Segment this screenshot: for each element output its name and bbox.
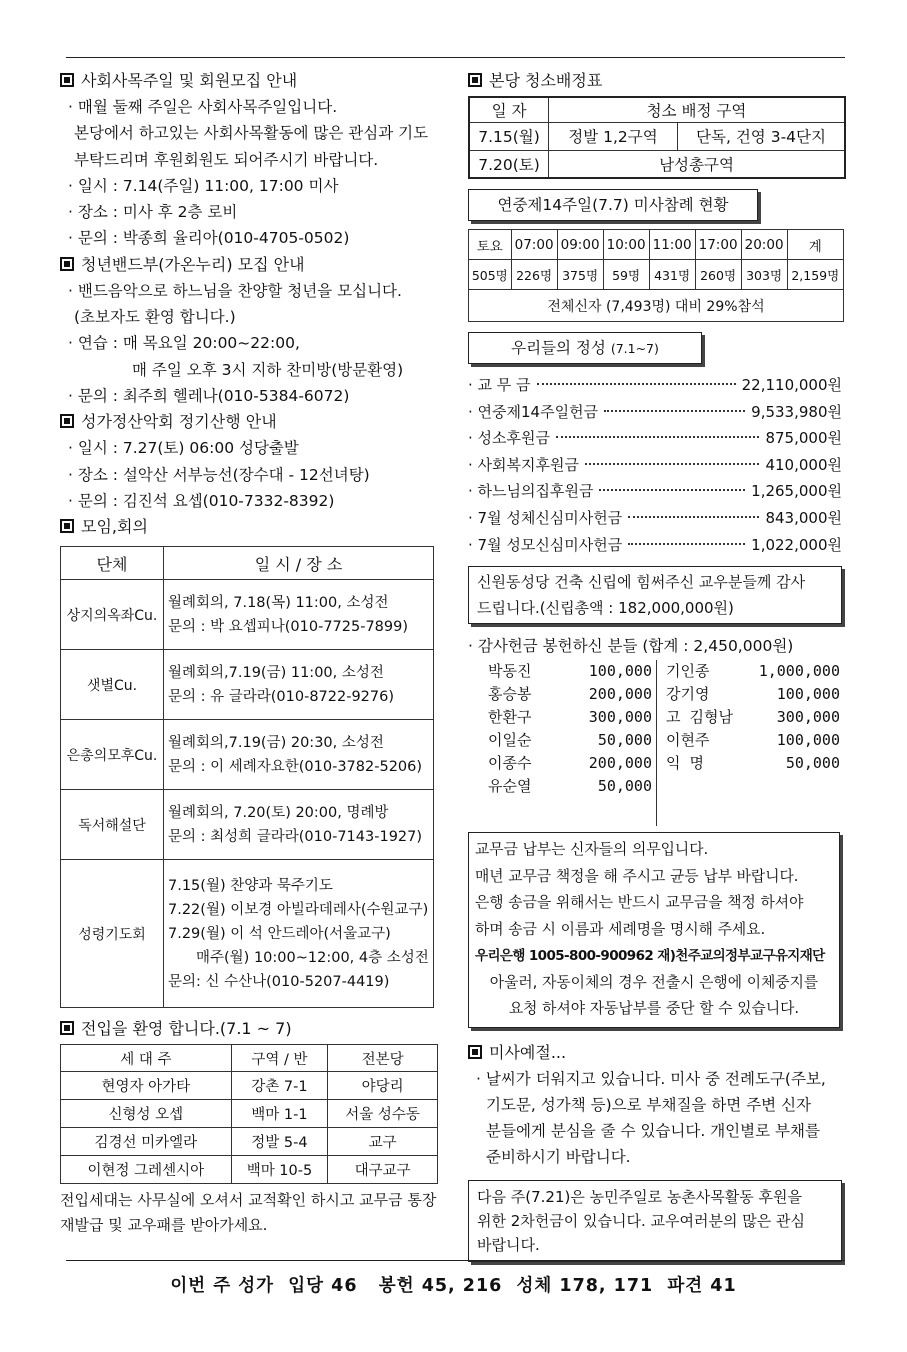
offering-list: [468, 372, 842, 558]
band-line: (초보자도 환영 합니다.): [74, 308, 236, 327]
meeting-detail: 월례회의, 7.18(목) 11:00, 소성전 문의 : 박 요셉피나(010-7725-7899): [164, 580, 434, 650]
list-item: · 성소후원금 875,000원: [468, 429, 842, 448]
section-heading-meetings: 모임,회의: [60, 514, 440, 540]
meeting-group: 독서해설단: [61, 790, 164, 860]
welcome-header: 세 대 주: [61, 1045, 232, 1072]
cleaning-table: [468, 96, 846, 179]
table-row: [61, 790, 434, 860]
building-notice: 신원동성당 건축 신립에 힘써주신 교우분들께 감사 드립니다.(신립총액 : 182,000,000원): [468, 566, 842, 624]
welcome-header: 구역 / 반: [231, 1045, 328, 1072]
thanks-divider: [656, 660, 657, 826]
table-row: 이현정 그레센시아 백마 10-5 대구교구: [61, 1156, 438, 1184]
right-column: [468, 68, 848, 1262]
section-heading-social: 사회사목주일 및 회원모집 안내: [60, 68, 440, 94]
table-row: [61, 860, 434, 1008]
meeting-detail: 월례회의, 7.20(토) 20:00, 명례방 문의 : 최성희 글라라(010-7143-1927): [164, 790, 434, 860]
section-heading-cleaning: 본당 청소배정표: [468, 68, 848, 94]
next-week-notice: 다음 주(7.21)은 농민주일로 농촌사목활동 후원을 위한 2차헌금이 있습니다. 교우여러분의 많은 관심 바랍니다.: [468, 1180, 842, 1262]
list-item: · 사회복지후원금 410,000원: [468, 455, 842, 474]
social-line: 부탁드리며 후원회원도 되어주시기 바랍니다.: [74, 150, 379, 169]
welcome-table: [60, 1044, 438, 1184]
table-row: [61, 650, 434, 720]
footer-hymns: 이번 주 성가 입당 46 봉헌 45, 216 성체 178, 171 파견 41: [170, 1276, 737, 1296]
attendance-table: [468, 229, 844, 322]
top-rule: [66, 57, 845, 58]
header-group: 단체: [61, 547, 164, 580]
meeting-group: 샛별Cu.: [61, 650, 164, 720]
section-heading-band: 청년밴드부(가온누리) 모집 안내: [60, 252, 440, 278]
section-heading-choir: 성가정산악회 정기산행 안내: [60, 409, 440, 435]
bottom-rule: [66, 1260, 845, 1261]
meeting-group: 은총의모후Cu.: [61, 720, 164, 790]
thanks-heading: · 감사헌금 봉헌하신 분들 (합계 : 2,450,000원): [468, 637, 794, 656]
table-header-row: [61, 547, 434, 580]
table-header-row: [61, 1045, 438, 1072]
social-line: · 매월 둘째 주일은 사회사목주일입니다.: [68, 98, 338, 116]
square-bullet-icon: [60, 414, 74, 428]
meeting-detail: 월례회의,7.19(금) 20:30, 소성전 문의 : 이 세례자요한(010-3782-5206): [164, 720, 434, 790]
cleaning-head-date: 일 자: [469, 97, 549, 122]
square-bullet-icon: [468, 73, 482, 87]
attendance-summary: 전체신자 (7,493명) 대비 29%참석: [469, 290, 844, 322]
attendance-title: 연중제14주일(7.7) 미사참례 현황: [468, 189, 758, 221]
etiquette-text: · 날씨가 더워지고 있습니다. 미사 중 전례도구(주보, 기도문, 성가책 등)으로 부채질을 하면 주변 신자 분들에게 분심을 줄 수 있습니다. 개인별로 부채를 준비하시기 바랍니다.: [476, 1069, 826, 1166]
list-item: · 7월 성모신심미사헌금 1,022,000원: [468, 535, 842, 554]
offering-title: 우리들의 정성 (7.1~7): [468, 332, 702, 364]
meeting-detail: 7.15(월) 찬양과 묵주기도 7.22(월) 이보경 아빌라데레사(수원교구) 7.29(월) 이 석 안드레아(서울교구) 매주(월) 10:00~12:00, 4층 소성전 문의: 신 수산나(010-5207-4419): [164, 860, 434, 1008]
list-item: · 7월 성체신심미사헌금 843,000원: [468, 508, 842, 527]
thanks-list: [468, 660, 848, 828]
section-heading-etiquette: 미사예절...: [468, 1040, 848, 1066]
band-line: · 밴드음악으로 하느님을 찬양할 청년을 모십니다.: [68, 281, 402, 300]
square-bullet-icon: [60, 257, 74, 271]
square-bullet-icon: [60, 1021, 74, 1035]
cleaning-head-area: 청소 배정 구역: [549, 97, 846, 122]
social-line: · 장소 : 미사 후 2층 로비: [68, 203, 238, 222]
thanks-right: 기인종 1,000,000 강기영 100,000 고 김형남 300,000 이현주 100,000 익 명 50,000: [666, 662, 840, 773]
table-row: 현영자 아가타 강촌 7-1 야당리: [61, 1072, 438, 1100]
table-row: [61, 580, 434, 650]
table-row: [469, 290, 844, 322]
square-bullet-icon: [60, 73, 74, 87]
table-row: 505명 226명 375명 59명 431명 260명 303명 2,159명: [469, 260, 844, 290]
table-row: 신형성 오셉 백마 1-1 서울 성수동: [61, 1100, 438, 1128]
meeting-group: 상지의옥좌Cu.: [61, 580, 164, 650]
table-row: 김경선 미카엘라 정발 5-4 교구: [61, 1128, 438, 1156]
band-line: · 문의 : 최주희 헬레나(010-5384-6072): [68, 386, 350, 405]
tithe-notice: 교무금 납부는 신자들의 의무입니다. 매년 교무금 책정을 해 주시고 균등 납부 바랍니다. 은행 송금을 위해서는 반드시 교무금을 책정 하셔야 하며 송금 시 이름과 세례명을 명시해 주세요. 우리은행 1005-800-900962 재)천주교의정부교구유지재단 아울러, 자동이체의 경우 전출시 은행에 이체중지를 요청 하셔야 자동납부를 중단 할 수 있습니다.: [468, 832, 840, 1028]
section-heading-welcome: 전입을 환영 합니다.(7.1 ~ 7): [60, 1016, 440, 1042]
social-line: · 일시 : 7.14(주일) 11:00, 17:00 미사: [68, 176, 339, 195]
table-row: [61, 720, 434, 790]
social-line: · 문의 : 박종희 율리아(010-4705-0502): [68, 229, 350, 248]
choir-line: · 장소 : 설악산 서부능선(장수대 - 12선녀탕): [68, 465, 370, 484]
table-row: 7.15(월) 정발 1,2구역 단독, 건영 3-4단지: [469, 122, 845, 150]
table-header-row: [469, 97, 845, 122]
band-line: · 연습 : 매 목요일 20:00~22:00,: [68, 334, 300, 353]
welcome-note: 전입세대는 사무실에 오셔서 교적확인 하시고 교무금 통장 재발급 및 교우패를 받아가세요.: [60, 1191, 437, 1235]
meeting-group: 성령기도회: [61, 860, 164, 1008]
square-bullet-icon: [468, 1045, 482, 1059]
list-item: · 연중제14주일헌금 9,533,980원: [468, 402, 842, 421]
table-header-row: 토요 07:00 09:00 10:00 11:00 17:00 20:00 계: [469, 230, 844, 260]
list-item: · 교 무 금 22,110,000원: [468, 376, 842, 394]
band-line: 매 주일 오후 3시 지하 찬미방(방문환영): [132, 360, 404, 379]
choir-line: · 일시 : 7.27(토) 06:00 성당출발: [68, 439, 299, 458]
social-line: 본당에서 하고있는 사회사목활동에 많은 관심과 기도: [74, 124, 429, 143]
thanks-left: 박동진 100,000 홍승봉 200,000 한환구 300,000 이일순 50,000 이종수 200,000 유순열 50,000: [488, 662, 652, 796]
list-item: · 하느님의집후원금 1,265,000원: [468, 482, 842, 501]
meeting-detail: 월례회의,7.19(금) 11:00, 소성전 문의 : 유 글라라(010-8722-9276): [164, 650, 434, 720]
header-detail: 일 시 / 장 소: [164, 547, 434, 580]
welcome-header: 전본당: [328, 1045, 438, 1072]
table-row: 7.20(토) 남성총구역: [469, 150, 845, 178]
meetings-table: [60, 546, 434, 1008]
choir-line: · 문의 : 김진석 요셉(010-7332-8392): [68, 491, 335, 510]
square-bullet-icon: [60, 519, 74, 533]
left-column: [60, 68, 440, 1238]
